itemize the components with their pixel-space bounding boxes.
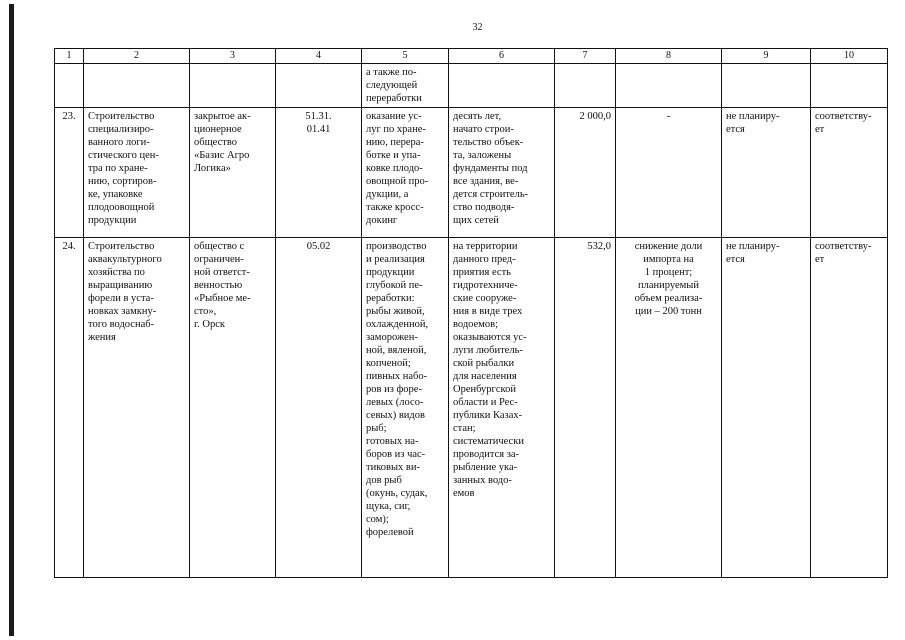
cell-line: нию, сортиров- xyxy=(88,176,157,187)
cell-line: ционерное xyxy=(194,124,242,135)
cell-line: области и Рес- xyxy=(453,397,518,408)
cell-line: продукции xyxy=(88,215,137,226)
cell-line: луги любитель- xyxy=(453,345,523,356)
cell-line: соответству- xyxy=(815,111,872,122)
cell-line: жения xyxy=(88,332,116,343)
support-cell xyxy=(722,108,811,238)
cell-line: плодоовощной xyxy=(88,202,155,213)
column-header: 2 xyxy=(84,49,190,64)
cell-line: сом); xyxy=(366,514,389,525)
cell-line: ции – 200 тонн xyxy=(635,306,702,317)
table-cell xyxy=(55,64,84,108)
project-name-cell xyxy=(84,108,190,238)
cell-line: ковке плодо- xyxy=(366,163,423,174)
cell-line: ванного логи- xyxy=(88,137,150,148)
cell-line: оказание ус- xyxy=(366,111,422,122)
status-cell xyxy=(449,238,555,578)
organization-cell xyxy=(190,108,276,238)
activity-cell xyxy=(362,64,449,108)
table-cell xyxy=(811,64,888,108)
cell-line: Строительство xyxy=(88,241,155,252)
row-number: 23. xyxy=(55,108,84,238)
cell-line: луг по хране- xyxy=(366,124,426,135)
cell-line: хозяйства по xyxy=(88,267,145,278)
cell-line: 51.31. xyxy=(305,111,332,122)
projects-table xyxy=(54,48,888,578)
cell-line: щих сетей xyxy=(453,215,499,226)
activity-cell xyxy=(362,238,449,578)
okved-code-cell xyxy=(276,238,362,578)
cell-line: ке, упаковке xyxy=(88,189,143,200)
compliance-cell xyxy=(811,108,888,238)
investment-amount: 532,0 xyxy=(555,238,616,578)
cell-line: севых) видов xyxy=(366,410,425,421)
cell-line: ские сооруже- xyxy=(453,293,517,304)
cell-line: аквакультурного xyxy=(88,254,162,265)
cell-line: 1 процент; xyxy=(644,267,693,278)
cell-line: тиковых ви- xyxy=(366,462,420,473)
cell-line: Логика» xyxy=(194,163,231,174)
cell-line: не планиру- xyxy=(726,111,780,122)
cell-line: ется xyxy=(726,124,745,135)
table-cell xyxy=(84,64,190,108)
cell-line: ет xyxy=(815,124,825,135)
import-substitution-cell xyxy=(616,108,722,238)
continuation-row xyxy=(55,64,888,108)
cell-line: тельство объек- xyxy=(453,137,524,148)
cell-line: Строительство xyxy=(88,111,155,122)
cell-line: проводится за- xyxy=(453,449,520,460)
cell-line: - xyxy=(666,111,671,122)
cell-line: готовых на- xyxy=(366,436,419,447)
cell-line: ров из форе- xyxy=(366,384,422,395)
cell-line: 01.41 xyxy=(306,124,331,135)
column-header: 4 xyxy=(276,49,362,64)
cell-line: форелевой xyxy=(366,527,414,538)
status-cell xyxy=(449,108,555,238)
activity-cell xyxy=(362,108,449,238)
column-header: 8 xyxy=(616,49,722,64)
cell-line: публики Казах- xyxy=(453,410,523,421)
cell-line: переработки xyxy=(366,93,422,104)
cell-line: десять лет, xyxy=(453,111,502,122)
cell-line: объем реализа- xyxy=(634,293,703,304)
table-row xyxy=(55,108,888,238)
cell-line: рыб; xyxy=(366,423,387,434)
cell-line: того водоснаб- xyxy=(88,319,155,330)
cell-line: ет xyxy=(815,254,825,265)
binder-edge-line xyxy=(9,4,14,636)
project-name-cell xyxy=(84,238,190,578)
column-header: 6 xyxy=(449,49,555,64)
organization-cell xyxy=(190,238,276,578)
cell-line: ской рыбалки xyxy=(453,358,515,369)
table-cell xyxy=(276,64,362,108)
cell-line: реработки: xyxy=(366,293,415,304)
cell-line: общество xyxy=(194,137,237,148)
cell-line: производство xyxy=(366,241,427,252)
table-cell xyxy=(190,64,276,108)
cell-line: (окунь, судак, xyxy=(366,488,428,499)
cell-line: оказываются ус- xyxy=(453,332,527,343)
cell-line: не планиру- xyxy=(726,241,780,252)
row-number: 24. xyxy=(55,238,84,578)
cell-line: овощной про- xyxy=(366,176,429,187)
cell-line: а также по- xyxy=(366,67,417,78)
cell-line: систематически xyxy=(453,436,524,447)
page-number: 32 xyxy=(472,22,483,33)
column-header: 3 xyxy=(190,49,276,64)
cell-line: венностью xyxy=(194,280,243,291)
cell-line: гидротехниче- xyxy=(453,280,518,291)
cell-line: на территории xyxy=(453,241,518,252)
table-cell xyxy=(722,64,811,108)
cell-line: пивных набо- xyxy=(366,371,428,382)
cell-line: занных водо- xyxy=(453,475,512,486)
cell-line: продукции xyxy=(366,267,415,278)
cell-line: емов xyxy=(453,488,475,499)
cell-line: все здания, ве- xyxy=(453,176,519,187)
cell-line: снижение доли xyxy=(634,241,703,252)
cell-line: Оренбургской xyxy=(453,384,516,395)
cell-line: дется строитель- xyxy=(453,189,529,200)
cell-line: выращиванию xyxy=(88,280,153,291)
cell-line: боров из час- xyxy=(366,449,426,460)
cell-line: глубокой пе- xyxy=(366,280,423,291)
cell-line: ство подводя- xyxy=(453,202,515,213)
cell-line: щука, сиг, xyxy=(366,501,411,512)
cell-line: г. Орск xyxy=(194,319,225,330)
cell-line: ния в виде трех xyxy=(453,306,523,317)
column-header: 10 xyxy=(811,49,888,64)
cell-line: специализиро- xyxy=(88,124,154,135)
cell-line: общество с xyxy=(194,241,245,252)
column-header: 5 xyxy=(362,49,449,64)
cell-line: форели в уста- xyxy=(88,293,154,304)
cell-line: левых (лосо- xyxy=(366,397,424,408)
cell-line: заморожен- xyxy=(366,332,418,343)
cell-line: приятия есть xyxy=(453,267,511,278)
table-row xyxy=(55,238,888,578)
column-header: 7 xyxy=(555,49,616,64)
column-header: 9 xyxy=(722,49,811,64)
cell-line: следующей xyxy=(366,80,418,91)
cell-line: также кросс- xyxy=(366,202,424,213)
cell-line: «Рыбное ме- xyxy=(194,293,251,304)
cell-line: ется xyxy=(726,254,745,265)
table-cell xyxy=(449,64,555,108)
okved-code-cell xyxy=(276,108,362,238)
cell-line: импорта на xyxy=(643,254,694,265)
cell-line: новках замкну- xyxy=(88,306,157,317)
cell-line: «Базис Агро xyxy=(194,150,250,161)
cell-line: стан; xyxy=(453,423,476,434)
compliance-cell xyxy=(811,238,888,578)
cell-line: сто», xyxy=(194,306,217,317)
cell-line: ной ответст- xyxy=(194,267,250,278)
table-cell xyxy=(616,64,722,108)
cell-line: охлажденной, xyxy=(366,319,429,330)
cell-line: стического цен- xyxy=(88,150,159,161)
cell-line: начато строи- xyxy=(453,124,514,135)
cell-line: ограничен- xyxy=(194,254,244,265)
cell-line: и реализация xyxy=(366,254,425,265)
cell-line: дукции, а xyxy=(366,189,409,200)
cell-line: данного пред- xyxy=(453,254,516,265)
table-header-row xyxy=(55,49,888,64)
support-cell xyxy=(722,238,811,578)
cell-line: та, заложены xyxy=(453,150,512,161)
cell-line: фундаменты под xyxy=(453,163,528,174)
table-cell xyxy=(555,64,616,108)
cell-line: 05.02 xyxy=(306,241,331,252)
cell-line: ной, вяленой, xyxy=(366,345,427,356)
cell-line: для населения xyxy=(453,371,517,382)
cell-line: соответству- xyxy=(815,241,872,252)
cell-line: нию, перера- xyxy=(366,137,424,148)
cell-line: ботке и упа- xyxy=(366,150,421,161)
cell-line: докинг xyxy=(366,215,398,226)
investment-amount: 2 000,0 xyxy=(555,108,616,238)
cell-line: рыбление ука- xyxy=(453,462,518,473)
column-header: 1 xyxy=(55,49,84,64)
cell-line: планируемый xyxy=(638,280,699,291)
cell-line: дов рыб xyxy=(366,475,402,486)
cell-line: рыбы живой, xyxy=(366,306,425,317)
cell-line: водоемов; xyxy=(453,319,498,330)
import-substitution-cell xyxy=(616,238,722,578)
cell-line: тра по хране- xyxy=(88,163,148,174)
cell-line: закрытое ак- xyxy=(194,111,251,122)
cell-line: копченой; xyxy=(366,358,411,369)
